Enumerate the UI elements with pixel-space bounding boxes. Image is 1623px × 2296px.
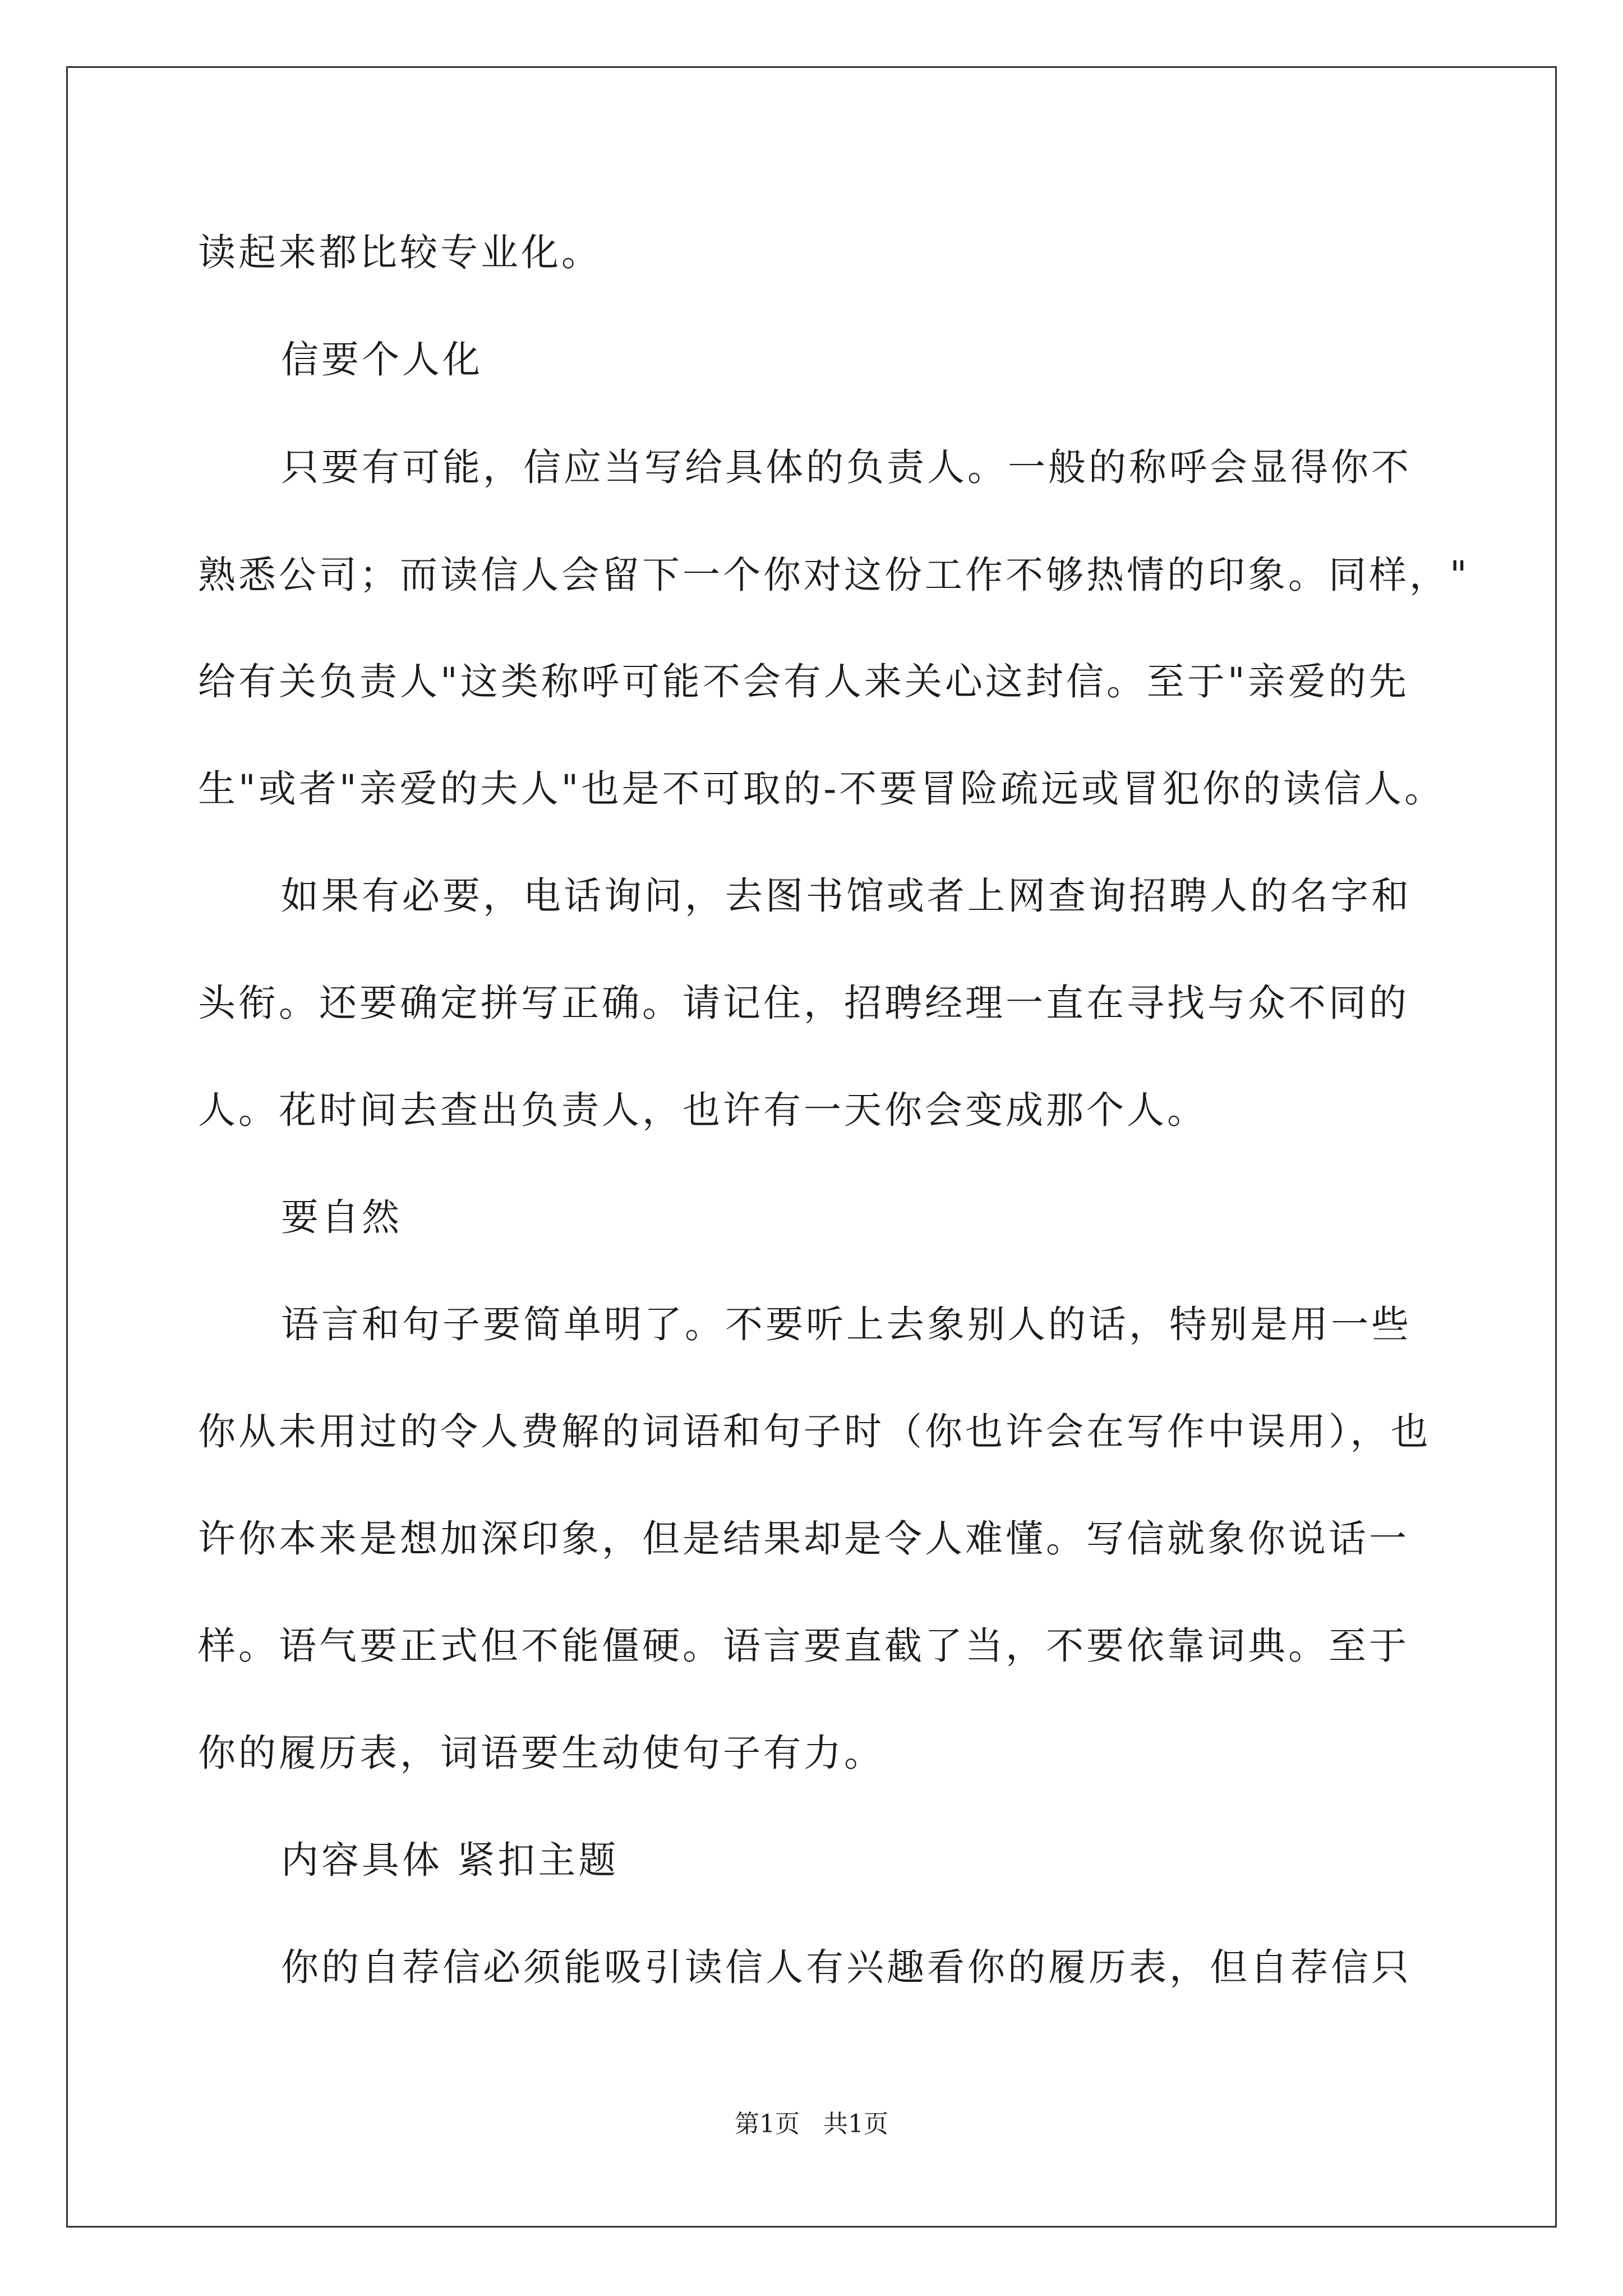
page-number: 第1页 bbox=[735, 2110, 800, 2138]
section-heading: 要自然 bbox=[281, 1195, 402, 1239]
page-footer bbox=[0, 2104, 1623, 2139]
text-line: 只要有可能，信应当写给具体的负责人。一般的称呼会显得你不 bbox=[281, 445, 1412, 489]
text-line: 熟悉公司；而读信人会留下一个你对这份工作不够热情的印象。同样，" bbox=[198, 553, 1470, 597]
text-line: 人。花时间去查出负责人，也许有一天你会变成那个人。 bbox=[198, 1088, 1207, 1132]
text-line: 头衔。还要确定拼写正确。请记住，招聘经理一直在寻找与众不同的 bbox=[198, 981, 1409, 1025]
text-line: 你的履历表，词语要生动使句子有力。 bbox=[198, 1731, 884, 1775]
page-total: 共1页 bbox=[823, 2110, 888, 2138]
section-heading: 内容具体 紧扣主题 bbox=[281, 1838, 619, 1882]
text-line: 生"或者"亲爱的夫人"也是不可取的-不要冒险疏远或冒犯你的读信人。 bbox=[198, 767, 1445, 811]
text-line: 如果有必要，电话询问，去图书馆或者上网查询招聘人的名字和 bbox=[281, 874, 1412, 918]
section-heading: 信要个人化 bbox=[281, 338, 483, 381]
text-line: 语言和句子要简单明了。不要听上去象别人的话，特别是用一些 bbox=[281, 1303, 1412, 1346]
text-line: 给有关负责人"这类称呼可能不会有人来关心这封信。至于"亲爱的先 bbox=[198, 660, 1409, 703]
text-line: 你从未用过的令人费解的词语和句子时（你也许会在写作中误用），也 bbox=[198, 1410, 1431, 1453]
text-line: 你的自荐信必须能吸引读信人有兴趣看你的履历表，但自荐信只 bbox=[281, 1945, 1412, 1989]
text-line: 读起来都比较专业化。 bbox=[198, 231, 602, 274]
text-line: 许你本来是想加深印象，但是结果却是令人难懂。写信就象你说话一 bbox=[198, 1517, 1409, 1561]
text-line: 样。语气要正式但不能僵硬。语言要直截了当，不要依靠词典。至于 bbox=[198, 1624, 1409, 1668]
